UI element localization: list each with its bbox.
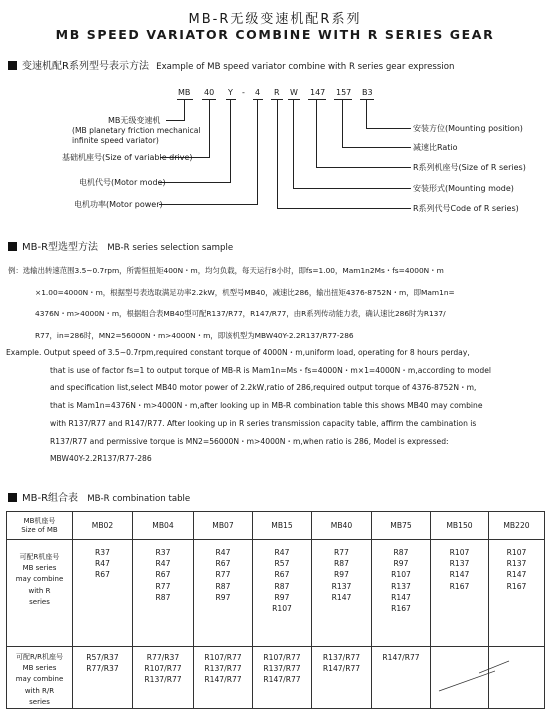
size-header: MB15 <box>253 512 312 540</box>
cell-value: R137/R77 <box>322 653 361 662</box>
cell-value: R47 <box>215 548 231 557</box>
row-label-line: with R/R <box>24 686 55 695</box>
header-label-cell <box>7 512 73 540</box>
row-label-line: MB series <box>22 664 57 673</box>
row-label-line: may combine <box>15 575 64 584</box>
code-mb: MB <box>178 88 191 97</box>
example-en-line: with R137/R77 and R147/R77. After looking up in R series transmission capacity table, affirm the cambination is <box>50 418 477 428</box>
cell-value: R107 <box>391 570 411 580</box>
cell-value: R167 <box>449 581 470 591</box>
row-label-line: 可配R机座号 <box>19 553 60 561</box>
table-row-rr-series <box>7 647 545 709</box>
table-cell <box>253 540 312 647</box>
cell-value: R57 <box>274 559 290 569</box>
label-r-size: R系列机座号(Size of R series) <box>413 163 526 172</box>
selection-example-en <box>6 344 491 468</box>
cell-value: R37 <box>155 548 171 557</box>
cell-value: R137 <box>391 581 411 591</box>
row-label-line: MB series <box>22 564 57 573</box>
combination-section-heading <box>8 489 190 504</box>
label-mb-variator-en2: infinite speed variator) <box>72 136 159 145</box>
cell-value: R37 <box>95 548 110 557</box>
model-section-title-cn: 变速机配R系列型号表示方法 <box>22 61 149 72</box>
selection-section-heading <box>8 238 233 253</box>
size-header: MB150 <box>431 512 489 540</box>
row-label-line: series <box>29 597 50 606</box>
table-cell <box>133 647 194 709</box>
cell-value: R107/R77 <box>144 664 182 674</box>
size-header: MB220 <box>489 512 545 540</box>
size-header: MB40 <box>312 512 372 540</box>
example-en-line: R137/R77 and permissive torque is MN2=56000N・m>4000N・m,when ratio is 286, Model is expressed: <box>50 436 449 446</box>
cell-value: R147 <box>506 570 527 580</box>
cell-value: R147/R77 <box>263 675 301 685</box>
main-title-cn: MB-R无级变速机配R系列 <box>188 12 362 27</box>
cell-value: R87 <box>155 592 171 602</box>
cell-value: R107 <box>272 604 292 614</box>
table-cell <box>194 647 253 709</box>
size-header: MB04 <box>133 512 194 540</box>
cell-value: R147 <box>449 570 470 580</box>
cell-value: R137/R77 <box>144 675 182 685</box>
row-label-line: series <box>29 697 50 706</box>
cell-value: R137 <box>331 581 352 591</box>
combination-section-title-cn: MB-R组合表 <box>22 493 79 504</box>
table-cell <box>253 647 312 709</box>
table-cell <box>133 540 194 647</box>
cell-value: R107/R77 <box>204 653 242 662</box>
cell-value: R137 <box>506 559 527 569</box>
code-size-r: 147 <box>310 88 326 97</box>
label-ratio: 减速比Ratio <box>413 143 458 152</box>
cell-value: R47 <box>155 559 171 569</box>
table-cell <box>194 540 253 647</box>
table-cell <box>372 540 431 647</box>
square-bullet-icon <box>8 242 17 251</box>
table-cell <box>312 540 372 647</box>
header-label-cn: MB机座号 <box>23 516 56 525</box>
label-mounting-position: 安装方位(Mounting position) <box>413 124 523 133</box>
table-cell <box>73 647 133 709</box>
label-motor-mode: 电机代号(Motor mode) <box>79 178 166 187</box>
row-label-line: with R <box>28 586 51 595</box>
table-cell <box>489 647 545 709</box>
combination-table <box>6 511 545 709</box>
table-row-r-series <box>7 540 545 647</box>
model-section-heading <box>8 57 454 72</box>
cell-value: R77 <box>155 581 171 591</box>
code-w: W <box>290 88 298 97</box>
cell-value: R147/R77 <box>382 653 420 662</box>
row-label-line: 可配R/R机座号 <box>15 653 64 661</box>
row-label-line: may combine <box>15 675 64 684</box>
cell-value: R97 <box>393 559 409 569</box>
example-en-line: and specification list,select MB40 motor power of 2.2kW,ratio of 286,required output torque of 4376-8752N・m, <box>50 383 477 393</box>
cell-value: R77/R37 <box>86 664 119 674</box>
cell-value: R47 <box>95 559 110 569</box>
cell-value: R57/R37 <box>86 653 119 662</box>
cell-value: R107/R77 <box>263 653 301 662</box>
header-label-en: Size of MB <box>21 525 58 534</box>
cell-value: R67 <box>155 570 171 580</box>
cell-value: R167 <box>506 581 527 591</box>
table-header-row <box>7 512 545 540</box>
cell-value: R137/R77 <box>204 664 242 674</box>
cell-value: R97 <box>274 592 290 602</box>
code-size: 40 <box>204 88 215 97</box>
example-cn-line: 4376N・m>4000N・m，根据组合表MB40型可配R137/R77，R147/R77，由R系列传动能力表，确认速比286时为R137/ <box>35 309 446 318</box>
cell-value: R67 <box>274 570 290 580</box>
label-base-size: 基础机座号(Size of variable drive) <box>62 153 193 162</box>
code-dash: - <box>242 88 245 97</box>
cell-value: R147 <box>391 592 411 602</box>
example-en-line: MBW40Y-2.2R137/R77-286 <box>50 454 152 464</box>
selection-section-title-cn: MB-R型选型方法 <box>22 242 99 253</box>
cell-value: R87 <box>215 581 231 591</box>
cell-value: R67 <box>95 570 110 580</box>
size-header: MB07 <box>194 512 253 540</box>
label-motor-power: 电机功率(Motor power) <box>74 200 163 209</box>
size-header: MB02 <box>73 512 133 540</box>
example-cn-line: ×1.00=4000N・m，根据型号表选取满足功率2.2kW，机型号MB40，减速比286，输出扭矩4376-8752N・m，即Mam1n= <box>35 287 455 297</box>
cell-value: R167 <box>391 604 411 614</box>
example-en-line: that is use of factor fs=1 to output torque of MB-R is Mam1n=Ms・fs=4000N・m×1=4000N・m,according to model <box>50 365 492 375</box>
square-bullet-icon <box>8 61 17 70</box>
table-cell <box>431 540 489 647</box>
cell-value: R147/R77 <box>204 675 242 685</box>
code-power: 4 <box>255 88 261 97</box>
cell-value: R97 <box>334 570 349 580</box>
table-cell <box>312 647 372 709</box>
row1-label-cell <box>7 540 73 647</box>
example-en-line: Example. Output speed of 3.5~0.7rpm,required constant torque of 4000N・m,uniform load, operating for 8 hours perday, <box>6 348 470 357</box>
cell-value: R147 <box>331 592 352 602</box>
size-header: MB75 <box>372 512 431 540</box>
selection-section-title-en: MB-R series selection sample <box>107 243 234 253</box>
example-cn-line: R77，in=286时，MN2=56000N・m>4000N・m，即该机型为MBW40Y-2.2R137/R77-286 <box>35 330 354 340</box>
cell-value: R77/R37 <box>146 653 180 662</box>
cell-value: R67 <box>215 559 231 569</box>
table-cell <box>372 647 431 709</box>
table-cell <box>489 540 545 647</box>
code-position: B3 <box>362 88 373 97</box>
cell-value: R77 <box>334 548 349 557</box>
label-mounting-mode: 安装形式(Mounting mode) <box>413 184 514 193</box>
label-mb-variator: MB无级变速机 <box>108 116 161 125</box>
cell-value: R107 <box>449 548 470 557</box>
square-bullet-icon <box>8 493 17 502</box>
label-r-code: R系列代号Code of R series) <box>413 204 519 213</box>
cell-value: R137 <box>449 559 470 569</box>
cell-value: R47 <box>274 548 290 557</box>
empty-diagonal-line-icon <box>479 651 535 691</box>
combination-section-title-en: MB-R combination table <box>87 494 191 504</box>
table-cell <box>73 540 133 647</box>
code-r: R <box>274 88 280 97</box>
main-title-en: MB SPEED VARIATOR COMBINE WITH R SERIES GEAR <box>55 27 495 42</box>
model-section-title-en: Example of MB speed variator combine with R series gear expression <box>156 62 455 72</box>
cell-value: R147/R77 <box>322 664 361 674</box>
cell-value: R77 <box>215 570 231 580</box>
cell-value: R87 <box>334 559 349 569</box>
cell-value: R137/R77 <box>263 664 301 674</box>
selection-example-cn <box>8 260 455 346</box>
label-mb-variator-en1: (MB planetary friction mechanical <box>72 126 201 135</box>
example-en-line: that is Mam1n=4376N・m>4000N・m,after looking up in MB-R combination table this shows MB40 may combine <box>50 401 483 411</box>
example-cn-line: 例：选输出转速范围3.5~0.7rpm，所需恒扭矩400N・m，均匀负载，每天运行8小时，即fs=1.00，Mam1n2Ms・fs=4000N・m <box>8 266 444 275</box>
cell-value: R87 <box>274 581 290 591</box>
cell-value: R87 <box>393 548 409 557</box>
code-ratio: 157 <box>336 88 352 97</box>
row2-label-cell <box>7 647 73 709</box>
cell-value: R97 <box>215 592 231 602</box>
cell-value: R107 <box>506 548 527 557</box>
code-motor: Y <box>228 88 233 97</box>
